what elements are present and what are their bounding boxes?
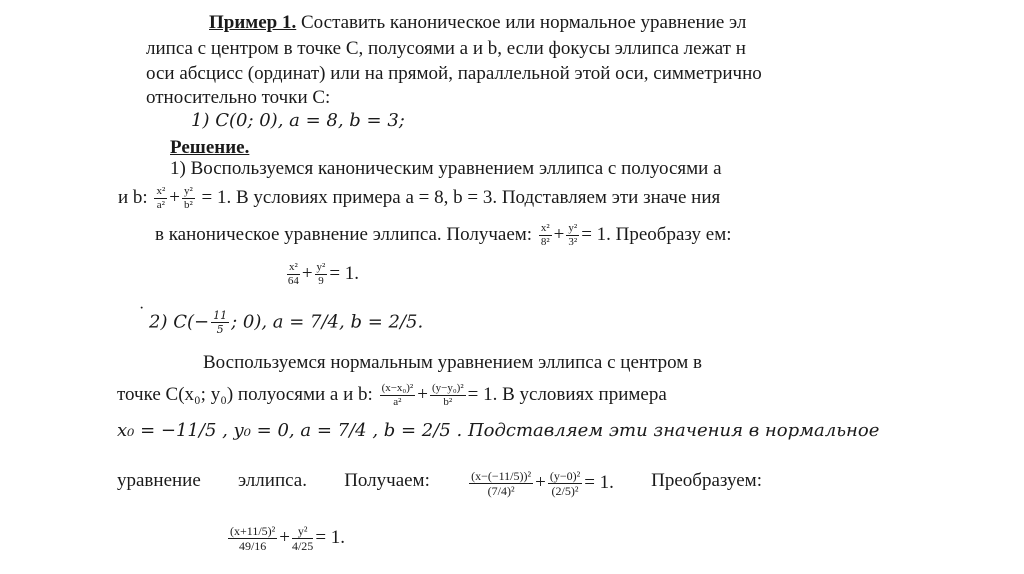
solution2-line4-eq-tail: = 1. — [584, 471, 614, 493]
task-text-1: Составить каноническое или нормальное уравнение эл — [296, 12, 747, 33]
solution2-line2-tail: = 1. В условиях примера — [467, 383, 667, 405]
task-line-4: относительно точки C: — [146, 87, 331, 108]
case2-prefix: 2) C — [149, 311, 187, 333]
fraction-x2-8-2: $\frac{\text{x²}}{\text{8²}}$ — [540, 222, 550, 248]
case2-tail: , a = 7/4, b = 2/5. — [261, 311, 424, 333]
solution2-line3: x₀ = −11/5 , y₀ = 0, a = 7/4 , b = 2/5 . Подставляем эти значения в нормальное — [117, 420, 880, 441]
solution1-line2-prefix: и b: — [118, 186, 148, 208]
fraction-yy0-b2: $\frac{\text{(y−y₀)²}}{\text{b²}}$ — [431, 382, 464, 408]
solution2-line4-equation: $\frac{\text{(x−(−11/5))²}}{\text{(7/4)²}}$ + $\frac{\text{(y−0)²}}{\text{(2/5)²}}$ = 1. — [471, 469, 614, 498]
solution2-line1: Воспользуемся нормальным уравнением эллипса с центром в — [203, 352, 702, 373]
solution2-line2-prefix: точке C(x₀; y₀) полуосями a и b: — [117, 383, 373, 405]
fraction-y2-b2: $\frac{\text{y²}}{\text{b²}}$ — [183, 185, 193, 211]
example-label: Пример 1. — [209, 12, 297, 33]
solution1-line2: и b: $\frac{\text{x²}}{\text{a²}}$ + $\frac{\text{y²}}{\text{b²}}$ = 1. В условиях примера a = 8, b = 3. Подставляем эти значе ния — [118, 185, 721, 211]
word-ellipse: эллипса. — [238, 470, 307, 491]
solution2-line4 — [117, 470, 762, 497]
case2-statement: 2) C(− $\frac{11}{5}$ ; 0), a = 7/4, b = 2/5. — [149, 309, 424, 336]
word-transform: Преобразуем: — [651, 470, 762, 491]
fraction-xx0-a2: $\frac{\text{(x−x₀)²}}{\text{a²}}$ — [381, 382, 414, 408]
fraction-big-1: $\frac{\text{(x−(−11/5))²}}{\text{(7/4)²}}$ — [471, 469, 532, 498]
word-equation: уравнение — [117, 470, 201, 491]
task-line-3: оси абсцисс (ординат) или на прямой, параллельной этой оси, симметрично — [146, 63, 762, 84]
task-line-1 — [209, 12, 746, 34]
solution1-line2-tail: = 1. В условиях примера a = 8, b = 3. Подставляем эти значе ния — [201, 186, 721, 208]
solution1-line3: в каноническое уравнение эллипса. Получаем: $\frac{\text{x²}}{\text{8²}}$ + $\frac{\text{y²}}{\text{3²}}$ = 1. Преобразу ем: — [155, 222, 732, 248]
fraction-x2-a2: $\frac{\text{x²}}{\text{a²}}$ — [156, 185, 166, 211]
solution1-line3-prefix: в каноническое уравнение эллипса. Получаем: — [155, 223, 533, 245]
fraction-big-2: $\frac{\text{(y−0)²}}{\text{(2/5)²}}$ — [549, 469, 581, 498]
solution1-result-tail: = 1. — [329, 262, 360, 284]
fraction-x2-64: $\frac{\text{x²}}{64}$ — [287, 261, 299, 287]
fraction-y2-3-2: $\frac{\text{y²}}{\text{3²}}$ — [568, 222, 578, 248]
solution2-result: $\frac{\text{(x+11/5)²}}{49/16}$ + $\frac{\text{y²}}{4/25}$ = 1. — [230, 524, 346, 553]
solution1-line3-tail: = 1. Преобразу ем: — [581, 223, 732, 245]
solution1-result: $\frac{\text{x²}}{64}$ + $\frac{\text{y²}}{9}$ = 1. — [287, 261, 360, 287]
solution-heading: Решение. — [170, 137, 250, 158]
task-line-2: липса с центром в точке C, полусоями a и b, если фокусы эллипса лежат н — [146, 38, 746, 59]
solution2-result-tail: = 1. — [315, 526, 346, 548]
solution2-line2: точке C(x₀; y₀) полуосями a и b: $\frac{\text{(x−x₀)²}}{\text{a²}}$ + $\frac{\text{(y−y₀)²}}{\text{b²}}$ = 1. В условиях примера — [117, 382, 667, 408]
word-we-get: Получаем: — [344, 470, 430, 491]
fraction-result-2: $\frac{\text{y²}}{4/25}$ — [291, 524, 314, 553]
bullet-dot: · — [139, 300, 145, 317]
fraction-y2-9: $\frac{\text{y²}}{9}$ — [316, 261, 326, 287]
case1-statement: 1) C(0; 0), a = 8, b = 3; — [191, 110, 405, 131]
solution1-line1: 1) Воспользуемся каноническим уравнением эллипса с полуосями a — [170, 158, 722, 179]
fraction-result-1: $\frac{\text{(x+11/5)²}}{49/16}$ — [230, 524, 276, 553]
fraction-11-5: $\frac{11}{5}$ — [213, 309, 228, 336]
solution2-line4-row — [117, 470, 762, 497]
